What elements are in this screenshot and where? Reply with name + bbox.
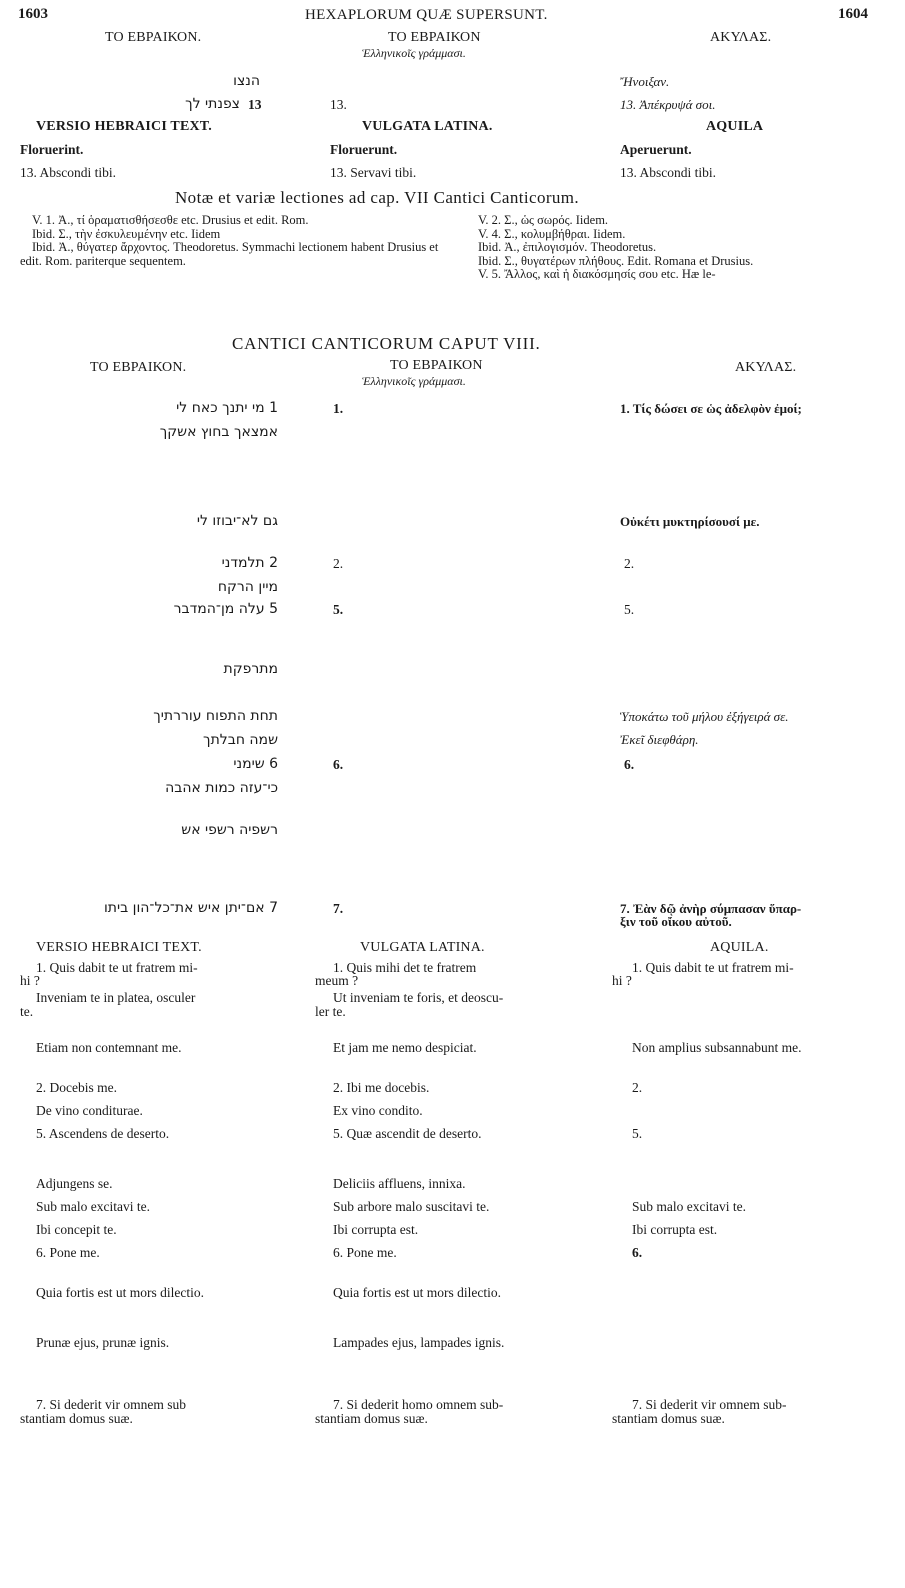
aquila-line: 5. <box>632 1126 643 1141</box>
page-number-right: 1604 <box>838 6 868 22</box>
aquila-greek-line: 6. <box>624 757 635 772</box>
col-head-hebrew: ΤΟ ΕΒΡΑΙΚΟΝ. <box>90 360 187 375</box>
aquila-line: 7. Si dederit vir omnem sub- <box>632 1397 787 1412</box>
vulgata-line: 13. Servavi tibi. <box>330 165 417 180</box>
aquila-greek-line: Ὑποκάτω τοῦ μήλου ἐξήγειρά σε. <box>620 709 789 724</box>
versio-line: Quia fortis est ut mors dilectio. <box>36 1285 204 1300</box>
notes-right <box>466 214 891 282</box>
note-item: Ibid. Ἀ., θύγατερ ἄρχοντος. Theodoretus. Symmachi lectionem habent Drusius et edit. Rom. pariterque sequentem. <box>20 240 439 268</box>
hebrew-line: גם לא־יבוזו לי <box>196 513 278 529</box>
vulgata-line: 7. Si dederit homo omnem sub- <box>333 1397 504 1412</box>
hebrew-line: 6 שימני <box>233 756 278 772</box>
running-title: HEXAPLORUM QUÆ SUPERSUNT. <box>305 7 548 23</box>
versio-head: VERSIO HEBRAICI TEXT. <box>36 119 213 134</box>
hebrew-line: תחת התפוח עוררתיך <box>153 708 278 724</box>
note-item: V. 1. Ἀ., τί ὁραματισθήσεσθε etc. Drusius et edit. Rom. <box>32 213 309 227</box>
vulgata-line: Quia fortis est ut mors dilectio. <box>333 1285 501 1300</box>
hebrew-line: 7 אם־יתן איש את־כל־הון ביתו <box>103 900 278 916</box>
col-head-hellenikon-sub: Ἑλληνικοῖς γράμμασι. <box>362 374 466 388</box>
versio-head: VERSIO HEBRAICI TEXT. <box>36 940 202 955</box>
vulgata-head: VULGATA LATINA. <box>362 119 493 134</box>
verse-number: 1. <box>333 401 344 416</box>
versio-line: Etiam non contemnant me. <box>36 1040 182 1055</box>
note-item: V. 2. Σ., ὡς σωρός. Iidem. <box>478 213 609 227</box>
vulgata-line: meum ? <box>315 973 359 988</box>
aquila-greek-line: 2. <box>624 556 635 571</box>
col-head-hellenikon: ΤΟ ΕΒΡΑΙΚΟΝ <box>390 358 483 373</box>
vulgata-line: Sub arbore malo suscitavi te. <box>333 1199 490 1214</box>
aquila-greek-line: Ἐκεῖ διεφθάρη. <box>620 732 699 747</box>
aquila-line: 2. <box>632 1080 643 1095</box>
hebrew-line: שמה חבלתך <box>203 732 278 748</box>
vulgata-line: Ibi corrupta est. <box>333 1222 419 1237</box>
note-item: Ibid. Ἀ., ἐπιλογισμόν. Theodoretus. <box>478 240 657 254</box>
versio-line: 1. Quis dabit te ut fratrem mi- <box>36 960 198 975</box>
vulgata-line: Lampades ejus, lampades ignis. <box>333 1335 505 1350</box>
vulgata-head: VULGATA LATINA. <box>360 940 485 955</box>
aquila-greek-line: 13. Ἀπέκρυψά σοι. <box>620 97 716 112</box>
vulgata-line: 1. Quis mihi det te fratrem <box>333 960 477 975</box>
aquila-line: 6. <box>632 1245 643 1260</box>
aquila-head: AQUILA <box>706 119 764 134</box>
aquila-line: 1. Quis dabit te ut fratrem mi- <box>632 960 794 975</box>
vulgata-line: 6. Pone me. <box>333 1245 397 1260</box>
vulgata-line: ler te. <box>315 1004 346 1019</box>
aquila-greek-line: 7. Ἐὰν δῷ ἀνὴρ σύμπασαν ὕπαρ- <box>620 901 802 916</box>
aquila-line: Non amplius subsannabunt me. <box>632 1040 802 1055</box>
aquila-greek-line: 5. <box>624 602 635 617</box>
col-head-hellenikon: ΤΟ ΕΒΡΑΙΚΟΝ <box>388 30 481 45</box>
versio-line: 5. Ascendens de deserto. <box>36 1126 170 1141</box>
versio-line: hi ? <box>20 973 40 988</box>
versio-line: Adjungens se. <box>36 1176 113 1191</box>
col-head-aquila: ΑΚΥΛΑΣ. <box>710 30 772 45</box>
hebrew-line: 1 מי יתנך כאח לי <box>176 400 278 416</box>
versio-line: 2. Docebis me. <box>36 1080 117 1095</box>
notes-left <box>20 214 460 268</box>
hebrew-line: אמצאך בחוץ אשקך <box>159 424 278 440</box>
notes-title: Notæ et variæ lectiones ad cap. VII Cantici Canticorum. <box>175 188 580 207</box>
verse-number: 5. <box>333 602 344 617</box>
verse-number: 7. <box>333 901 344 916</box>
vulgata-line: Floruerunt. <box>330 142 398 157</box>
verse-number: 6. <box>333 757 344 772</box>
vulgata-line: 5. Quæ ascendit de deserto. <box>333 1126 482 1141</box>
aquila-line: 13. Abscondi tibi. <box>620 165 717 180</box>
hebrew-line: כי־עזה כמות אהבה <box>165 780 278 796</box>
aquila-line: Ibi corrupta est. <box>632 1222 718 1237</box>
note-item: V. 5. Ἄλλος, καὶ ἡ διακόσμησίς σου etc. Hæ le- <box>478 267 716 281</box>
vulgata-line: Et jam me nemo despiciat. <box>333 1040 477 1055</box>
versio-line: Prunæ ejus, prunæ ignis. <box>36 1335 170 1350</box>
hebrew-line: 5 עלה מן־המדבר <box>173 601 278 617</box>
versio-line: stantiam domus suæ. <box>20 1411 133 1426</box>
versio-line: 7. Si dederit vir omnem sub <box>36 1397 186 1412</box>
aquila-line: Sub malo excitavi te. <box>632 1199 746 1214</box>
hebrew-line: 2 תלמדני <box>221 555 278 571</box>
aquila-greek-line: Ἤνοιξαν. <box>620 74 670 89</box>
hebrew-line: צפנתי לך <box>185 96 240 112</box>
aquila-greek-line: Οὐκέτι μυκτηρίσουσί με. <box>620 514 760 529</box>
aquila-head: AQUILA. <box>710 940 769 955</box>
note-item: V. 4. Σ., κολυμβήθραι. Iidem. <box>478 226 626 241</box>
verse-number: 13 <box>248 97 262 112</box>
hebrew-line: מתרפקת <box>223 661 278 677</box>
aquila-line: stantiam domus suæ. <box>612 1411 725 1426</box>
aquila-greek-line: 1. Τίς δώσει σε ὡς ἀδελφὸν ἐμοί; <box>620 401 802 416</box>
verse-number: 2. <box>333 556 344 571</box>
versio-line: De vino conditurae. <box>36 1103 143 1118</box>
aquila-line: Aperuerunt. <box>620 142 692 157</box>
aquila-line: hi ? <box>612 973 632 988</box>
versio-line: Ibi concepit te. <box>36 1222 117 1237</box>
vulgata-line: Deliciis affluens, innixa. <box>333 1176 466 1191</box>
versio-line: Floruerint. <box>20 142 84 157</box>
hebrew-line: רשפיה רשפי אש <box>181 822 278 838</box>
note-item: Ibid. Σ., θυγατέρων πλήθους. Edit. Romana et Drusius. <box>478 253 754 268</box>
page-number-left: 1603 <box>18 6 48 22</box>
versio-line: Sub malo excitavi te. <box>36 1199 150 1214</box>
hebrew-line: מיין הרקח <box>217 579 278 595</box>
aquila-greek-line: ξιν τοῦ οἴκου αὐτοῦ. <box>620 914 732 929</box>
versio-line: Inveniam te in platea, osculer <box>36 990 196 1005</box>
chapter-title: CANTICI CANTICORUM CAPUT VIII. <box>232 334 541 353</box>
note-item: Ibid. Σ., τὴν ἐσκυλευμένην etc. Iidem <box>32 226 221 241</box>
col-head-aquila: ΑΚΥΛΑΣ. <box>735 360 797 375</box>
versio-line: 13. Abscondi tibi. <box>20 165 117 180</box>
hebrew-line: הנצו <box>233 73 260 89</box>
vulgata-line: Ex vino condito. <box>333 1103 423 1118</box>
versio-line: 6. Pone me. <box>36 1245 100 1260</box>
col-head-hebrew: ΤΟ ΕΒΡΑΙΚΟΝ. <box>105 30 202 45</box>
vulgata-line: 2. Ibi me docebis. <box>333 1080 430 1095</box>
col-head-hellenikon-sub: Ἑλληνικοῖς γράμμασι. <box>362 46 466 60</box>
versio-line: te. <box>20 1004 34 1019</box>
verse-number: 13. <box>330 97 347 112</box>
vulgata-line: stantiam domus suæ. <box>315 1411 428 1426</box>
vulgata-line: Ut inveniam te foris, et deoscu- <box>333 990 504 1005</box>
